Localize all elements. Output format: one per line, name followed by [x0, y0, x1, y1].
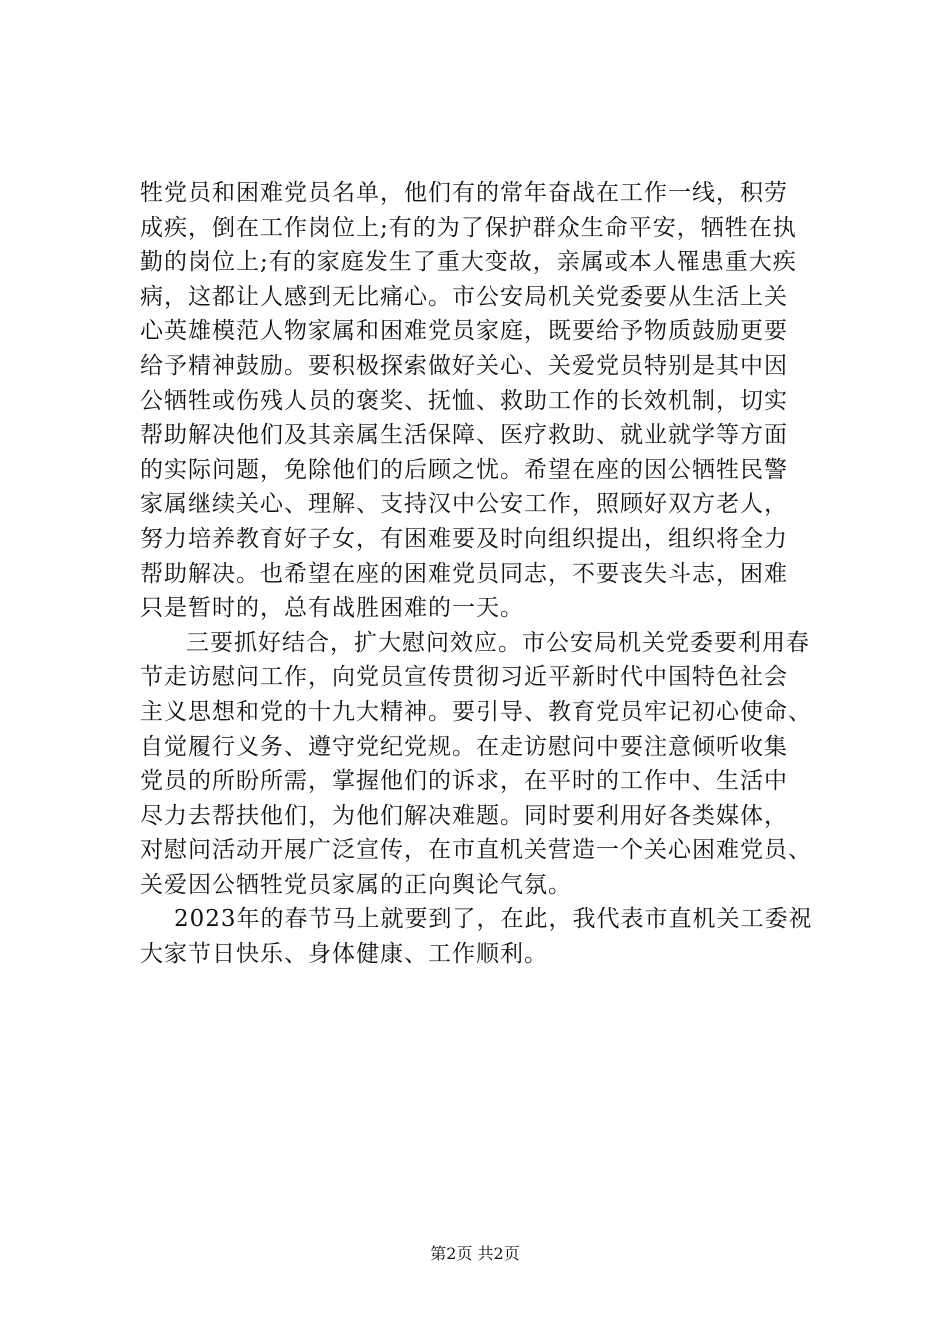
text-line: 给予精神鼓励。要积极探索做好关心、关爱党员特别是其中因	[140, 352, 788, 379]
text-line: 成疾，倒在工作岗位上;有的为了保护群众生命平安，牺牲在执	[140, 214, 797, 241]
text-line: 党员的所盼所需，掌握他们的诉求，在平时的工作中、生活中	[140, 768, 788, 795]
text-line: 大家节日快乐、身体健康、工作顺利。	[140, 941, 548, 968]
text-line: 努力培养教育好子女，有困难要及时向组织提出，组织将全力	[140, 525, 788, 552]
text-line: 心英雄模范人物家属和困难党员家庭，既要给予物质鼓励更要	[140, 318, 788, 345]
text-line: 帮助解决。也希望在座的困难党员同志，不要丧失斗志，困难	[140, 560, 788, 587]
text-line: 节走访慰问工作，向党员宣传贯彻习近平新时代中国特色社会	[140, 664, 788, 691]
text-line-indented: 2023年的春节马上就要到了，在此，我代表市直机关工委祝	[174, 906, 813, 933]
paragraph-3	[140, 902, 812, 971]
text-line: 尽力去帮扶他们，为他们解决难题。同时要利用好各类媒体，	[140, 802, 788, 829]
text-line: 公牺牲或伤残人员的褒奖、抚恤、救助工作的长效机制，切实	[140, 387, 788, 414]
text-line: 帮助解决他们及其亲属生活保障、医疗救助、就业就学等方面	[140, 422, 788, 449]
text-line: 自觉履行义务、遵守党纪党规。在走访慰问中要注意倾听收集	[140, 733, 788, 760]
paragraph-2	[140, 626, 812, 903]
text-line: 关爱因公牺牲党员家属的正向舆论气氛。	[140, 871, 572, 898]
page-number-footer: 第2页 共2页	[430, 1244, 520, 1263]
text-line: 只是暂时的，总有战胜困难的一天。	[140, 595, 524, 622]
text-line: 牲党员和困难党员名单，他们有的常年奋战在工作一线，积劳	[140, 180, 788, 206]
text-line-indented: 三要抓好结合，扩大慰问效应。市公安局机关党委要利用春	[186, 629, 810, 656]
text-line: 的实际问题，免除他们的后顾之忧。希望在座的因公牺牲民警	[140, 456, 788, 483]
document-body	[140, 176, 812, 972]
text-line: 对慰问活动开展广泛宣传，在市直机关营造一个关心困难党员、	[140, 837, 812, 864]
text-line: 勤的岗位上;有的家庭发生了重大变故，亲属或本人罹患重大疾	[140, 249, 797, 276]
paragraph-1	[140, 176, 812, 626]
text-line: 主义思想和党的十九大精神。要引导、教育党员牢记初心使命、	[140, 698, 812, 725]
text-line: 病，这都让人感到无比痛心。市公安局机关党委要从生活上关	[140, 283, 788, 310]
text-line: 家属继续关心、理解、支持汉中公安工作，照顾好双方老人，	[140, 491, 788, 518]
